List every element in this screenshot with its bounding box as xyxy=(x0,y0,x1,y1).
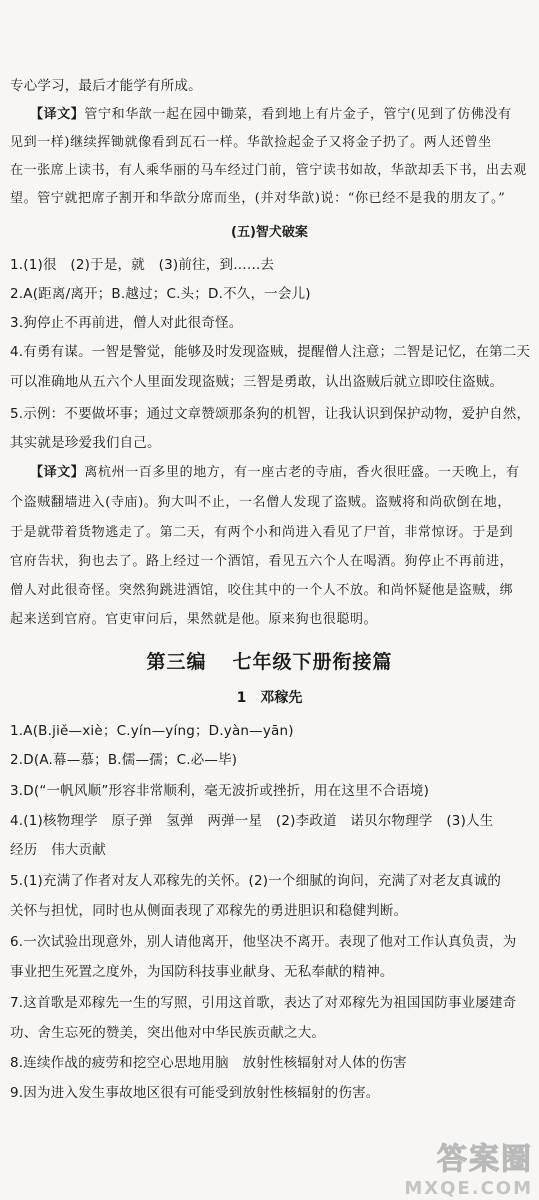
watermark-url: MXQE.COM xyxy=(404,1178,533,1199)
translation-paragraph-line xyxy=(30,106,530,124)
translation-paragraph-line: 望。管宁就把席子割开和华歆分席而坐，(并对华歆)说：“你已经不是我的朋友了。” xyxy=(10,191,506,206)
answer-text-line: 其实就是珍爱我们自己。 xyxy=(10,435,161,451)
part-title: 七年级下册衔接篇 xyxy=(232,651,393,673)
answer-text-line: 4.有勇有谋。一智是警觉，能够及时发现盗贼，提醒僧人注意；二智是记忆，在第二天 xyxy=(10,344,530,360)
part-heading xyxy=(0,650,539,674)
lesson-number: 1 xyxy=(236,690,247,706)
watermark-logo: 答案圈 xyxy=(437,1142,533,1177)
answer-text-line: 5.(1)充满了作者对友人邓稼先的关怀。(2)一个细腻的询问，充满了对老友真诚的 xyxy=(10,873,502,889)
translation-paragraph-line: 个盗贼翻墙进入(寺庙)。狗大叫不止，一名僧人发现了盗贼。盗贼将和尚砍倒在地， xyxy=(10,495,511,510)
translation-text: 离杭州一百多里的地方，有一座古老的寺庙，香火很旺盛。一天晚上，有 xyxy=(84,465,520,480)
answer-text-line: 1.(1)很 (2)于是，就 (3)前往，到……去 xyxy=(10,257,275,273)
translation-tag: 【译文】 xyxy=(30,107,85,122)
answer-text-line: 2.A(距离/离开；B.越过；C.头；D.不久，一会儿) xyxy=(10,286,311,302)
answer-text-line: 可以准确地从五六个人里面发现盗贼；三智是勇敢，认出盗贼后就立即咬住盗贼。 xyxy=(10,374,504,390)
answer-text-line: 3.狗停止不再前进，僧人对此很奇怪。 xyxy=(10,315,243,331)
translation-paragraph-line xyxy=(30,464,530,482)
translation-paragraph-line: 僧人对此很奇怪。突然狗跳进酒馆，咬住其中的一个人不放。和尚怀疑他是盗贼，绑 xyxy=(10,583,514,598)
translation-paragraph-line: 在一张席上读书，有人乘华丽的马车经过门前，管宁读书如故，华歆却丢下书，出去观 xyxy=(10,163,527,178)
answer-text-line: 经历 伟大贡献 xyxy=(10,842,106,858)
answer-text-line: 事业把生死置之度外，为国防科技事业献身、无私奉献的精神。 xyxy=(10,964,394,980)
translation-paragraph-line: 见到一样)继续挥锄就像看到瓦石一样。华歆捡起金子又将金子扔了。两人还曾坐 xyxy=(10,135,492,150)
answer-text-line: 8.连续作战的疲劳和挖空心思地用脑 放射性核辐射对人体的伤害 xyxy=(10,1055,407,1071)
answer-text-line: 专心学习，最后才能学有所成。 xyxy=(10,78,202,94)
translation-paragraph-line: 起来送到官府。官吏审问后，果然就是他。原来狗也很聪明。 xyxy=(10,612,378,627)
translation-tag: 【译文】 xyxy=(30,465,85,480)
lesson-title: 邓稼先 xyxy=(260,690,303,706)
answer-text-line: 9.因为进入发生事故地区很有可能受到放射性核辐射的伤害。 xyxy=(10,1085,380,1101)
answer-text-line: 4.(1)核物理学 原子弹 氢弹 两弹一星 (2)李政道 诺贝尔物理学 (3)人生 xyxy=(10,813,494,829)
translation-paragraph-line: 官府告状，狗也去了。路上经过一个酒馆，看见五六个人在喝酒。狗停止不再前进， xyxy=(10,554,514,569)
answer-text-line: 3.D(“一帆风顺”形容非常顺利，毫无波折或挫折，用在这里不合语境) xyxy=(10,783,430,799)
answer-text-line: 7.这首歌是邓稼先一生的写照，引用这首歌，表达了对邓稼先为祖国国防事业屡建奇 xyxy=(10,995,517,1011)
section-title: (五)智犬破案 xyxy=(231,225,308,240)
answer-text-line: 6.一次试验出现意外，别人请他离开，他坚决不离开。表现了他对工作认真负责，为 xyxy=(10,934,517,950)
translation-paragraph-line: 于是就带着货物逃走了。第二天，有两个小和尚进入看见了尸首，非常惊讶。于是到 xyxy=(10,525,514,540)
translation-text: 管宁和华歆一起在园中锄菜，看到地上有片金子，管宁(见到了仿佛没有 xyxy=(84,107,512,122)
answer-text-line: 1.A(B.jiě—xiè；C.yín—yíng；D.yàn—yān) xyxy=(10,723,294,739)
answer-text-line: 2.D(A.幕—慕；B.儒—孺；C.必—毕) xyxy=(10,752,238,768)
site-watermark xyxy=(383,1134,533,1199)
answer-text-line: 关怀与担忧，同时也从侧面表现了邓稼先的勇进胆识和稳健判断。 xyxy=(10,903,408,919)
answer-text-line: 5.示例：不要做坏事；通过文章赞颂那条狗的机智，让我认识到保护动物，爱护自然， xyxy=(10,406,530,422)
part-number: 第三编 xyxy=(146,651,207,673)
answer-text-line: 功、舍生忘死的赞美，突出他对中华民族贡献之大。 xyxy=(10,1025,326,1041)
lesson-heading xyxy=(0,689,539,707)
